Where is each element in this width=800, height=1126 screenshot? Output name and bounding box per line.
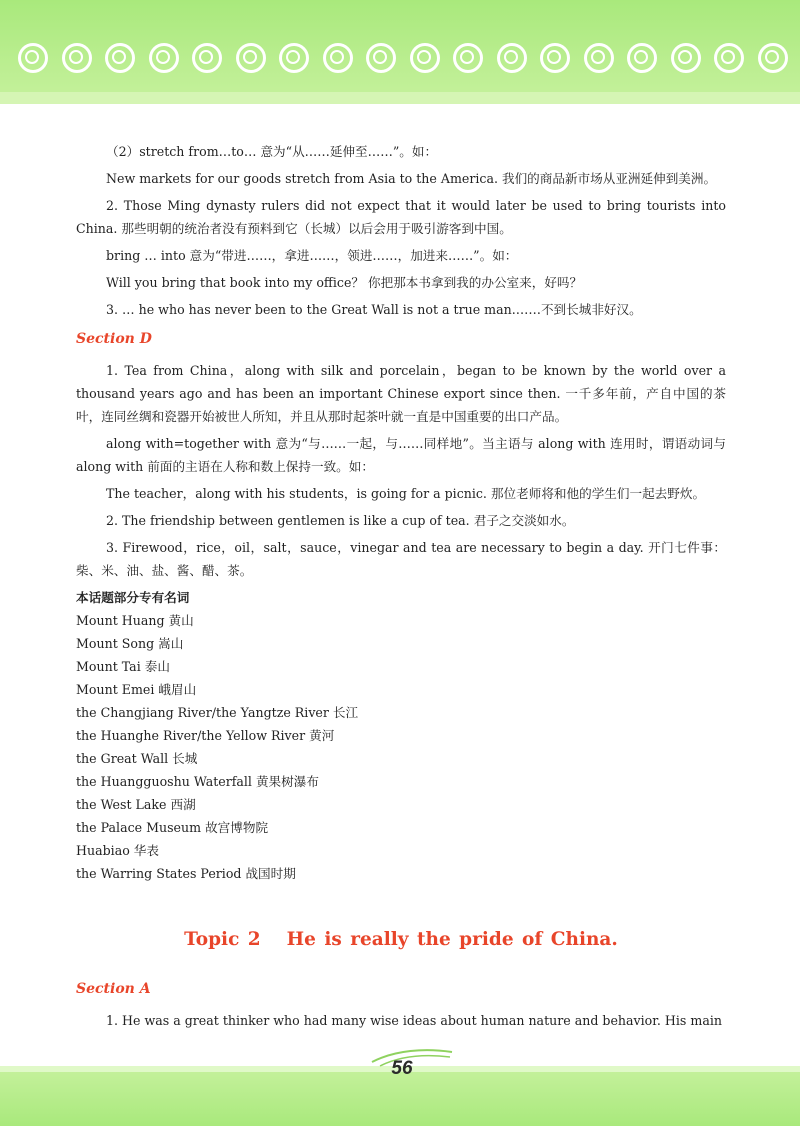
- ring-ornament-icon: [62, 43, 92, 73]
- section-a-title: Section A: [76, 981, 151, 997]
- paragraph: （2）stretch from…to… 意为“从……延伸至……”。如：: [106, 144, 438, 159]
- ring-ornament-icon: [105, 43, 135, 73]
- proper-noun-item: Mount Song 嵩山: [76, 636, 184, 651]
- proper-noun-item: the West Lake 西湖: [76, 797, 196, 812]
- proper-noun-item: the Huangguoshu Waterfall 黄果树瀑布: [76, 774, 319, 789]
- proper-noun-item: Huabiao 华表: [76, 843, 159, 858]
- ring-ornament-icon: [18, 43, 48, 73]
- ring-ornament-icon: [323, 43, 353, 73]
- section-d-title: Section D: [76, 331, 152, 347]
- paragraph: New markets for our goods stretch from Asia to the America. 我们的商品新市场从亚洲延伸到美洲。: [106, 171, 717, 186]
- ring-ornament-icon: [236, 43, 266, 73]
- ring-ornament-icon: [540, 43, 570, 73]
- ring-ornament-icon: [149, 43, 179, 73]
- paragraph: 2. The friendship between gentlemen is like a cup of tea. 君子之交淡如水。: [106, 513, 575, 528]
- ring-ornament-icon: [627, 43, 657, 73]
- proper-noun-item: the Warring States Period 战国时期: [76, 866, 296, 881]
- header-ring-decoration: [0, 37, 800, 77]
- page-content: [76, 140, 726, 1032]
- proper-noun-item: the Great Wall 长城: [76, 751, 198, 766]
- ring-ornament-icon: [192, 43, 222, 73]
- proper-noun-item: the Palace Museum 故宫博物院: [76, 820, 269, 835]
- proper-noun-item: the Huanghe River/the Yellow River 黄河: [76, 728, 335, 743]
- paragraph: 2. Those Ming dynasty rulers did not expect that it would later be used to bring tourists into China. 那些明朝的统治者没有预料到它（长城）以后会用于吸引游客到中国。: [76, 198, 726, 236]
- ring-ornament-icon: [453, 43, 483, 73]
- proper-nouns-list: [76, 609, 726, 885]
- paragraph: bring … into 意为“带进……，拿进……，领进……，加进来……”。如：: [106, 248, 518, 263]
- paragraph: 1. Tea from China，along with silk and porcelain，began to be known by the world over a thousand years ago and has been an important Chinese export since then. 一千多年前，产自中国的茶叶，连同丝绸和瓷器开始被世人所知，并且从那时起茶叶就一直是中国重要的出口产品。: [76, 363, 726, 424]
- ring-ornament-icon: [497, 43, 527, 73]
- proper-noun-item: Mount Emei 峨眉山: [76, 682, 197, 697]
- header-band-edge: [0, 92, 800, 104]
- paragraph: 3. Firewood，rice，oil，salt，sauce，vinegar and tea are necessary to begin a day. 开门七件事：柴、米、油、盐、酱、醋、茶。: [76, 540, 726, 578]
- ring-ornament-icon: [366, 43, 396, 73]
- proper-nouns-heading: 本话题部分专有名词: [76, 590, 190, 605]
- topic-label: Topic 2: [184, 929, 261, 950]
- page-number: 56: [391, 1058, 413, 1079]
- proper-noun-item: Mount Huang 黄山: [76, 613, 194, 628]
- ring-ornament-icon: [758, 43, 788, 73]
- ring-ornament-icon: [410, 43, 440, 73]
- ring-ornament-icon: [714, 43, 744, 73]
- paragraph: 1. He was a great thinker who had many wise ideas about human nature and behavior. His main: [106, 1013, 722, 1028]
- paragraph: Will you bring that book into my office？ 你把那本书拿到我的办公室来，好吗？: [106, 275, 583, 290]
- ring-ornament-icon: [671, 43, 701, 73]
- paragraph: 3. … he who has never been to the Great Wall is not a true man.……不到长城非好汉。: [106, 302, 642, 317]
- paragraph: along with=together with 意为“与……一起，与……同样地”。当主语与 along with 连用时，谓语动词与 along with 前面的主语在人称和数上保持一致。如：: [76, 436, 726, 474]
- proper-noun-item: Mount Tai 泰山: [76, 659, 170, 674]
- paragraph: The teacher，along with his students，is going for a picnic. 那位老师将和他的学生们一起去野炊。: [106, 486, 706, 501]
- ring-ornament-icon: [279, 43, 309, 73]
- proper-noun-item: the Changjiang River/the Yangtze River 长江: [76, 705, 359, 720]
- ring-ornament-icon: [584, 43, 614, 73]
- topic-text: He is really the pride of China.: [286, 929, 618, 950]
- topic-title: [76, 925, 726, 955]
